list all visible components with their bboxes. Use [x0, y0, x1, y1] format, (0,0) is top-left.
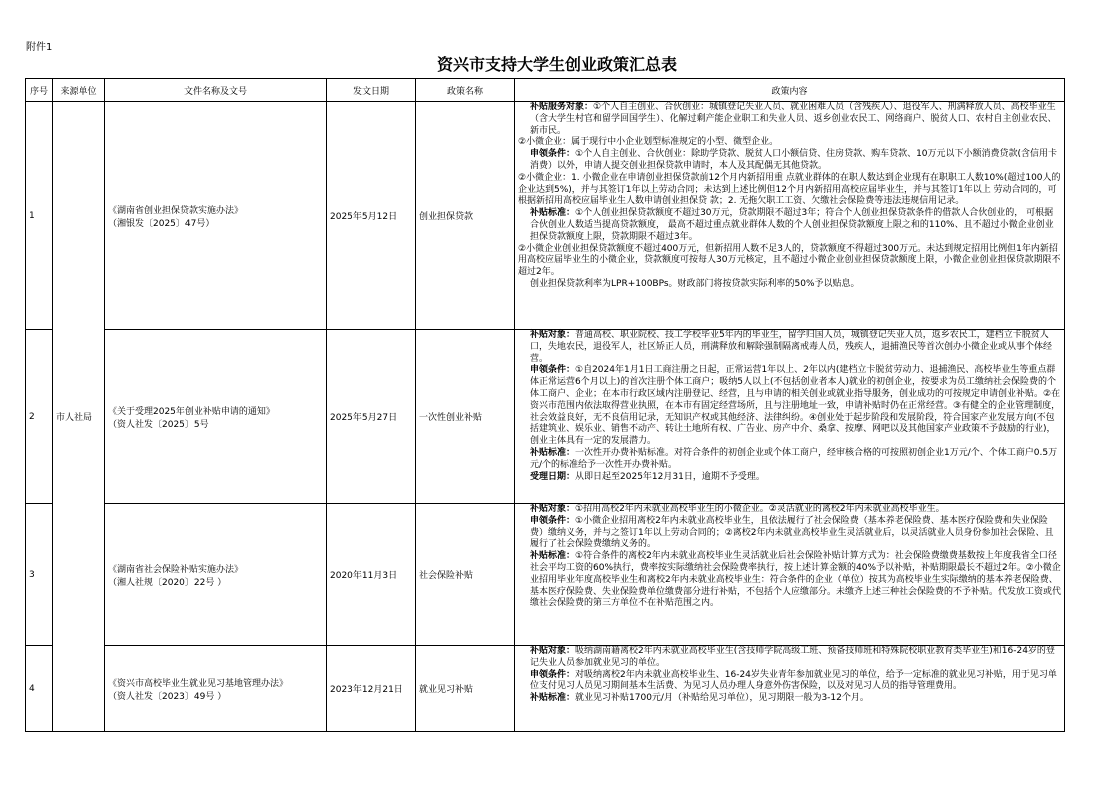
policy-name: 一次性创业补贴 — [416, 330, 515, 504]
policy-table — [25, 78, 1065, 732]
content-text: 从即日起至2025年12月31日，逾期不予受理。 — [575, 471, 765, 482]
doc-name: 《湖南省社会保险补贴实施办法》 — [108, 564, 244, 575]
header-seq: 序号 — [26, 79, 53, 102]
content-heading: 申领条件： — [530, 669, 576, 680]
doc-cell — [105, 330, 327, 504]
doc-name: 《资兴市高校毕业生就业见习基地管理办法》 — [108, 678, 289, 689]
content-text: ①个人创业担保贷款额度不超过30万元，贷款期限不超过3年；符合个人创业担保贷款条件的借款人合伙创业的， 可根据合伙创业人数适当提高贷款额度， 最高不超过重点就业群体人数的个人创业担保贷款额度上限之和的110%、且不超过小微企业创业担保贷款额度上限，贷款期限不超过3年。 — [530, 208, 1054, 242]
source-unit: 市人社局 — [53, 102, 105, 732]
content-text: 吸纳湖南籍离校2年内未就业高校毕业生(含技师学院高级工班、预备技师班和特殊院校职业教育类毕业生)和16-24岁的登记失业人员参加就业见习的单位。 — [530, 646, 1055, 668]
policy-name: 就业见习补贴 — [416, 646, 515, 732]
doc-cell — [105, 102, 327, 330]
content-heading: 补贴标准： — [530, 208, 576, 219]
policy-name: 创业担保贷款 — [416, 102, 515, 330]
issue-date: 2023年12月21日 — [327, 646, 416, 732]
policy-content — [515, 646, 1065, 732]
content-heading: 补贴对象： — [530, 330, 576, 340]
content-text: ①个人自主创业、合伙创业：除助学贷款、脱贫人口小额信贷、住房贷款、购车贷款、10万元以下小额消费贷款(含信用卡消费）以外，申请人提交创业担保贷款申请时，本人及其配偶无其他贷款。 — [530, 149, 1058, 171]
row-seq: 3 — [26, 504, 53, 646]
content-text: ②小微企业创业担保贷款额度不超过400万元，但新招用人数不足3人的，贷款额度不得超过300万元。未达到规定招用比例但1年内新招用高校应届毕业生的小微企业，贷款额度可按每人30万元核定，且不超过小微企业创业担保贷款额度上限，小微企业创业担保贷款期限不超过2年。 — [518, 243, 1061, 278]
doc-cell — [105, 504, 327, 646]
table-row — [26, 330, 1065, 504]
header-row — [26, 79, 1065, 102]
content-text: ②小微企业：1. 小微企业在申请创业担保贷款前12个月内新招用重 点就业群体的在职人数达到企业现有在职职工人数10%(超过100人的企业达到5%)，并与其签订1年以上劳动合同；未达到上述比例但12个月内新招用高校应届毕业生，并与其签订1年以上 劳动合同的，可根据新招用高校应届毕业生人数申请创业担保贷 款；2. 无拖欠职工工资、欠缴社会保险费等违法违规信用记录。 — [518, 172, 1061, 207]
doc-number: （湘人社规〔2020〕22号 ） — [108, 577, 227, 588]
page-title: 资兴市支持大学生创业政策汇总表 — [436, 55, 677, 74]
doc-number: （资人社发〔2023〕49号 ） — [108, 691, 227, 702]
doc-name: 《湖南省创业担保贷款实施办法》 — [108, 205, 244, 216]
header-source: 来源单位 — [53, 79, 105, 102]
header-date: 发文日期 — [327, 79, 416, 102]
row-seq: 2 — [26, 330, 53, 504]
content-heading: 补贴服务对象： — [530, 102, 594, 112]
header-policy: 政策名称 — [416, 79, 515, 102]
content-heading: 补贴标准： — [530, 693, 576, 704]
content-heading: 申领条件： — [530, 149, 576, 160]
content-heading: 补贴对象： — [530, 646, 576, 656]
header-content: 政策内容 — [515, 79, 1065, 102]
table-row — [26, 504, 1065, 646]
table-row — [26, 102, 1065, 330]
policy-name: 社会保险补贴 — [416, 504, 515, 646]
content-text: 就业见习补贴1700元/月（补贴给见习单位），见习期限一般为3-12个月。 — [575, 693, 869, 704]
content-text: ①招用高校2年内未就业高校毕业生的小微企业。②灵活就业的离校2年内未就业高校毕业生。 — [575, 504, 945, 514]
content-text: ①自2024年1月1日工商注册之日起，正常运营1年以上、2年以内(建档立卡脱贫劳动力、退捕渔民、高校毕业生等重点群体正常运营6个月以上)的首次注册个体工商户；吸纳5人以上(不包括创业者本人)就业的初创企业，按要求为员工缴纳社会保险费的个体工商户、企业；在本市行政区域内注册登记、经营，且与申请的相关创业或就业指导服务，创业成功的可按规定申请创业补贴。②在资兴市范围内依法取得营业执照，在本市有固定经营场所，且与注册地址一致，申请补贴时仍在正常经营。③有健全的企业管理制度，社会效益良好，无不良信用记录，无知识产权或其他经济、法律纠纷。④创业处于起步阶段和发展阶段，符合国家产业发展方向(不包括建筑业、娱乐业、销售不动产、转让土地所有权、广告业、房产中介、桑拿、按摩、网吧以及其他国家产业政策不予鼓励的行业)，创业主体具有一定的发展潜力。 — [530, 365, 1061, 447]
doc-number: （资人社发〔2025〕5号 — [108, 419, 209, 430]
doc-cell — [105, 646, 327, 732]
header-doc: 文件名称及文号 — [105, 79, 327, 102]
content-text: ①小微企业招用离校2年内未就业高校毕业生，且依法履行了社会保险费（基本养老保险费、基本医疗保险费和失业保险费）缴纳义务，并与之签订1年以上劳动合同的；②离校2年内未就业高校毕业生灵活就业后，以灵活就业人员身份参加社会保险、且履行了社会保险费缴纳义务的。 — [530, 515, 1054, 550]
policy-content — [515, 330, 1065, 504]
content-text: 创业担保贷款利率为LPR+100BPs。财政部门将按贷款实际利率的50%予以贴息。 — [530, 278, 860, 289]
annex-label: 附件1 — [26, 42, 53, 53]
content-text: 对吸纳离校2年内未就业高校毕业生、16-24岁失业青年参加就业见习的单位，给予一定标准的就业见习补贴，用于见习单位支付见习人员见习期间基本生活费、为见习人员办理人身意外伤害保险，以及对见习人员的指导管理费用。 — [530, 669, 1057, 692]
content-heading: 受理日期： — [530, 471, 576, 482]
content-text: ①符合条件的离校2年内未就业高校毕业生灵活就业后社会保险补贴计算方式为：社会保险费缴费基数按上年度我省全口径社会平均工资的60%执行，费率按实际缴纳社会保险费率执行，按上述计算金额的40%予以补贴，补贴期限最长不超过2年。②小微企业招用毕业年度高校毕业生和离校2年内未就业高校毕业生：符合条件的企业（单位）按其为高校毕业生实际缴纳的基本养老保险费、基本医疗保险费、失业保险费单位缴费部分进行补贴，不包括个人应缴部分。未缴齐上述三种社会保险费的不予补贴。代发放工资或代缴社会保险费的第三方单位不在补贴范围之内。 — [530, 551, 1062, 609]
doc-number: （湘银发〔2025〕47号） — [108, 218, 215, 229]
content-text: ②小微企业：属于现行中小企业划型标准规定的小型、微型企业。 — [518, 137, 779, 148]
doc-name: 《关于受理2025年创业补贴申请的通知》 — [108, 406, 275, 417]
content-heading: 补贴标准： — [530, 447, 576, 458]
content-text: 一次性开办费补贴标准。对符合条件的初创企业或个体工商户，经审核合格的可按照初创企业1万元/个、个体工商户0.5万元/个的标准给予一次性开办费补贴。 — [530, 447, 1058, 470]
content-text: 普通高校、职业院校、技工学校毕业5年内的毕业生，留学归国人员，城镇登记失业人员，返乡农民工，建档立卡脱贫人口，失地农民，退役军人，社区矫正人员，刑满释放和解除强制隔离戒毒人员，残疾人，退捕渔民等首次创办小微企业或从事个体经营。 — [530, 330, 1053, 364]
content-heading: 补贴对象： — [530, 504, 576, 514]
policy-content — [515, 102, 1065, 330]
content-text: ①个人自主创业、合伙创业：城镇登记失业人员、就业困难人员（含残疾人）、退役军人、刑满释放人员、高校毕业生（含大学生村官和留学回国学生）、化解过剩产能企业职工和失业人员、返乡创业农民工、网络商户、脱贫人口、农村自主创业农民、新市民。 — [530, 102, 1057, 136]
table-row — [26, 646, 1065, 732]
content-heading: 补贴标准： — [530, 551, 576, 562]
content-heading: 申领条件： — [530, 365, 576, 376]
row-seq: 1 — [26, 102, 53, 330]
policy-content — [515, 504, 1065, 646]
issue-date: 2025年5月12日 — [327, 102, 416, 330]
content-heading: 申领条件： — [530, 515, 576, 526]
issue-date: 2025年5月27日 — [327, 330, 416, 504]
issue-date: 2020年11月3日 — [327, 504, 416, 646]
row-seq: 4 — [26, 646, 53, 732]
